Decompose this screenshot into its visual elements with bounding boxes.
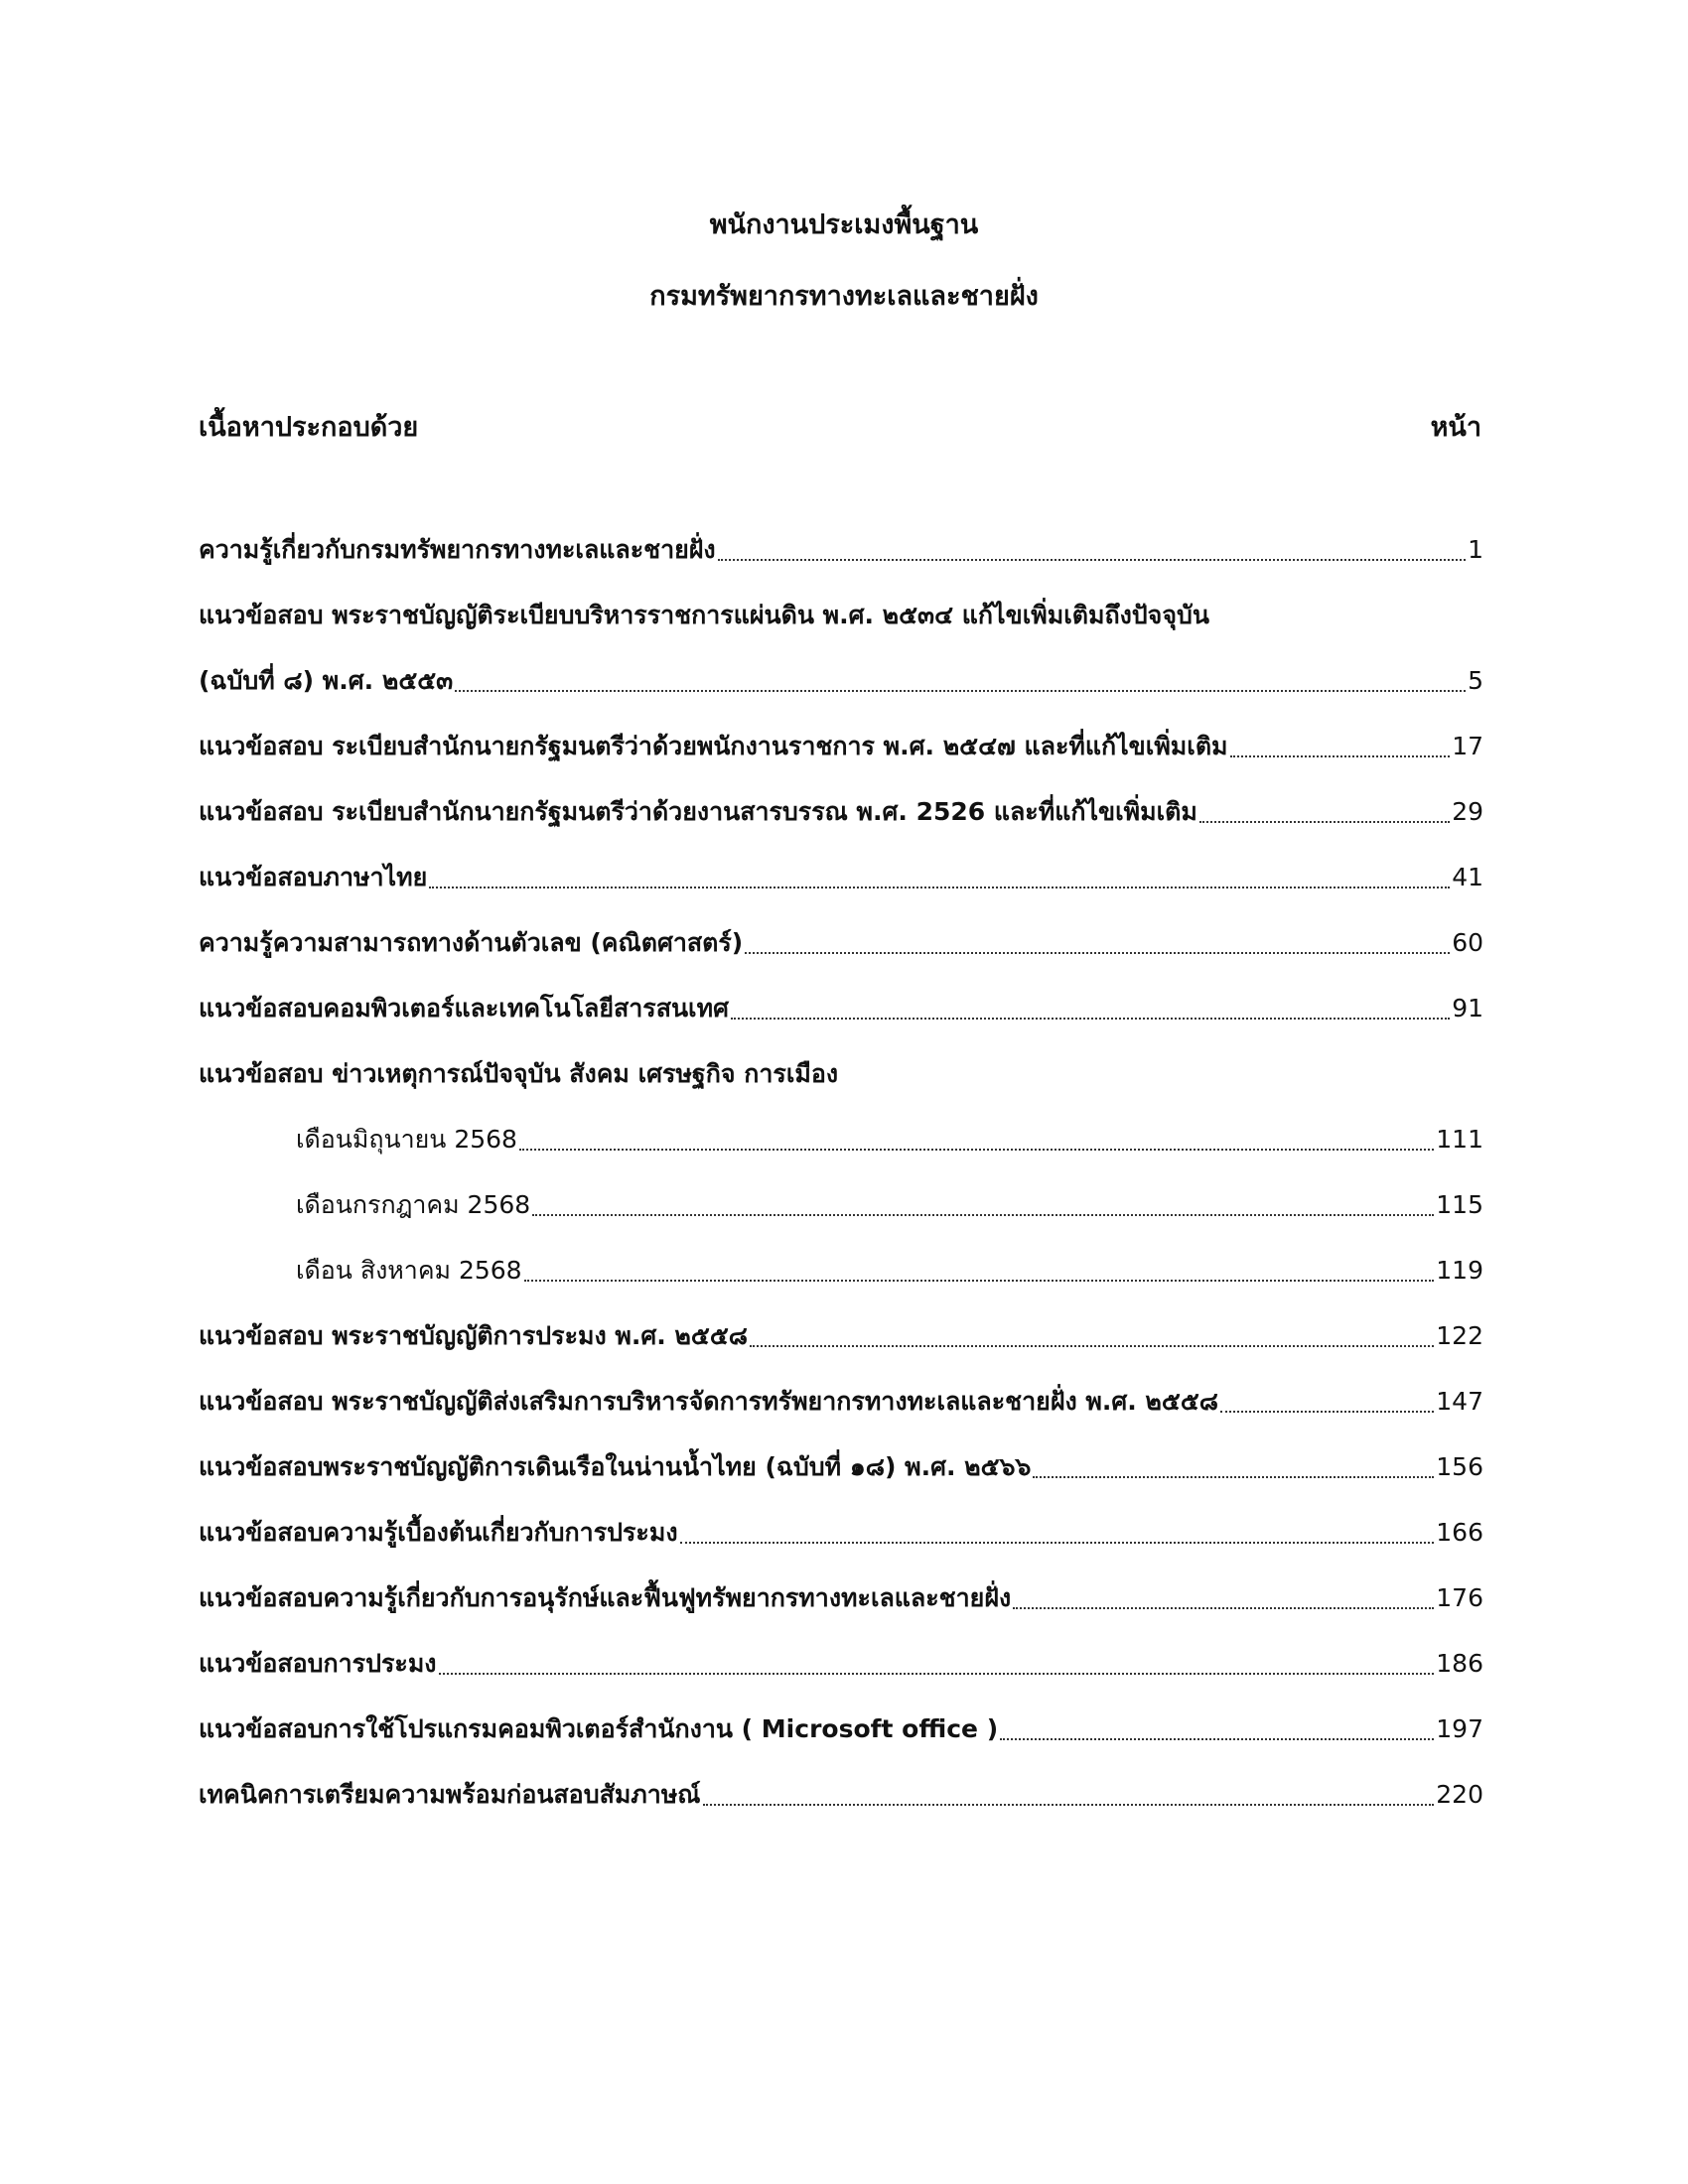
toc-header-page: หน้า — [1430, 412, 1481, 443]
toc-leader-dots — [519, 1149, 1434, 1151]
toc-entry-page: 166 — [1436, 1518, 1483, 1547]
toc-entry-page: 122 — [1436, 1321, 1483, 1350]
toc-leader-dots — [718, 559, 1466, 561]
toc-leader-dots — [703, 1804, 1435, 1806]
toc-leader-dots — [680, 1542, 1435, 1544]
toc-entry-label: ความรู้เกี่ยวกับกรมทรัพยากรทางทะเลและชายฝั่ง — [199, 535, 716, 564]
toc-entry-label: ความรู้ความสามารถทางด้านตัวเลข (คณิตศาสตร์) — [199, 928, 744, 957]
toc-entry — [199, 1513, 1483, 1553]
toc-leader-dots — [1033, 1476, 1434, 1478]
toc-entry-label: แนวข้อสอบการประมง — [199, 1649, 437, 1678]
toc-entry-label: (ฉบับที่ ๘) พ.ศ. ๒๕๕๓ — [199, 666, 454, 695]
toc-leader-dots — [439, 1673, 1435, 1675]
toc-entry-label: แนวข้อสอบ ข่าวเหตุการณ์ปัจจุบัน สังคม เศรษฐกิจ การเมือง — [199, 1059, 839, 1088]
toc-entry-page: 5 — [1468, 666, 1483, 695]
toc-leader-dots — [750, 1345, 1434, 1347]
toc-entry-page: 91 — [1452, 994, 1483, 1023]
toc-entry — [199, 1316, 1483, 1356]
toc-entry-page: 115 — [1436, 1190, 1483, 1219]
toc-entry — [199, 858, 1483, 897]
toc-entry-label: เทคนิคการเตรียมความพร้อมก่อนสอบสัมภาษณ์ — [199, 1780, 701, 1809]
toc-entry-page: 111 — [1436, 1125, 1483, 1154]
toc-entry-label: แนวข้อสอบภาษาไทย — [199, 863, 428, 891]
toc-entry-label: แนวข้อสอบ พระราชบัญญัติการประมง พ.ศ. ๒๕๕๘ — [199, 1321, 749, 1350]
toc-entry — [199, 596, 1483, 635]
toc-entry — [199, 1644, 1483, 1684]
toc-entry — [199, 1775, 1483, 1815]
toc-sub-entry — [199, 1120, 1483, 1160]
toc-leader-dots — [429, 887, 1450, 888]
document-subtitle: กรมทรัพยากรทางทะเลและชายฝั่ง — [649, 281, 1039, 312]
toc-entry-label: แนวข้อสอบความรู้เกี่ยวกับการอนุรักษ์และฟื้นฟูทรัพยากรทางทะเลและชายฝั่ง — [199, 1583, 1012, 1612]
toc-entry-page: 17 — [1452, 732, 1483, 760]
toc-entry-label: เดือน สิงหาคม 2568 — [296, 1256, 522, 1285]
toc-entry — [199, 661, 1483, 701]
toc-entry-page: 186 — [1436, 1649, 1483, 1678]
toc-entry-page: 60 — [1452, 928, 1483, 957]
toc-entry-label: แนวข้อสอบ ระเบียบสำนักนายกรัฐมนตรีว่าด้วยงานสารบรรณ พ.ศ. 2526 และที่แก้ไขเพิ่มเติม — [199, 797, 1197, 826]
toc-entry-page: 147 — [1436, 1387, 1483, 1416]
toc-entry — [199, 727, 1483, 766]
toc-entry-page: 29 — [1452, 797, 1483, 826]
toc-leader-dots — [1199, 821, 1450, 823]
toc-leader-dots — [455, 690, 1466, 692]
toc-entry-label: แนวข้อสอบ ระเบียบสำนักนายกรัฐมนตรีว่าด้วยพนักงานราชการ พ.ศ. ๒๕๔๗ และที่แก้ไขเพิ่มเติม — [199, 732, 1228, 760]
document-title: พนักงานประเมงพื้นฐาน — [709, 209, 979, 240]
toc-entry — [199, 792, 1483, 832]
toc-entry — [199, 530, 1483, 570]
toc-leader-dots — [731, 1018, 1450, 1020]
toc-entry — [199, 1447, 1483, 1487]
toc-entry-label: แนวข้อสอบคอมพิวเตอร์และเทคโนโลยีสารสนเทศ — [199, 994, 729, 1023]
toc-entry — [199, 1578, 1483, 1618]
toc-sub-entry — [199, 1251, 1483, 1291]
toc-leader-dots — [1230, 755, 1451, 757]
toc-header — [199, 405, 1481, 448]
toc-entry-label: แนวข้อสอบ พระราชบัญญัติระเบียบบริหารราชการแผ่นดิน พ.ศ. ๒๕๓๔ แก้ไขเพิ่มเติมถึงปัจจุบัน — [199, 601, 1209, 629]
toc-entry-label: แนวข้อสอบพระราชบัญญัติการเดินเรือในน่านน้ำไทย (ฉบับที่ ๑๘) พ.ศ. ๒๕๖๖ — [199, 1452, 1032, 1481]
toc-leader-dots — [532, 1214, 1434, 1216]
toc-entry-page: 176 — [1436, 1583, 1483, 1612]
toc-entry-page: 220 — [1436, 1780, 1483, 1809]
toc-leader-dots — [1013, 1607, 1434, 1609]
toc-entry — [199, 1054, 1483, 1094]
toc-entry-label: แนวข้อสอบ พระราชบัญญัติส่งเสริมการบริหารจัดการทรัพยากรทางทะเลและชายฝั่ง พ.ศ. ๒๕๕๘ — [199, 1387, 1219, 1416]
toc-header-contents: เนื้อหาประกอบด้วย — [199, 412, 419, 443]
toc-entry — [199, 923, 1483, 963]
toc-leader-dots — [745, 952, 1450, 954]
toc-entry-label: เดือนมิถุนายน 2568 — [296, 1125, 517, 1154]
toc-sub-entry — [199, 1185, 1483, 1225]
toc-entry — [199, 1382, 1483, 1422]
toc-leader-dots — [1000, 1738, 1434, 1740]
toc-entry-page: 156 — [1436, 1452, 1483, 1481]
toc-leader-dots — [524, 1280, 1435, 1282]
toc-entry-label: เดือนกรกฎาคม 2568 — [296, 1190, 531, 1219]
toc-entry-page: 119 — [1436, 1256, 1483, 1285]
toc-entry — [199, 1709, 1483, 1749]
toc-entry-page: 197 — [1436, 1714, 1483, 1743]
toc-entry-label: แนวข้อสอบความรู้เบื้องต้นเกี่ยวกับการประมง — [199, 1518, 678, 1547]
toc-entry-page: 1 — [1468, 535, 1483, 564]
toc-entry-label: แนวข้อสอบการใช้โปรแกรมคอมพิวเตอร์สำนักงาน ( Microsoft office ) — [199, 1714, 999, 1743]
toc-leader-dots — [1220, 1411, 1434, 1413]
toc-entry — [199, 989, 1483, 1028]
toc-entry-page: 41 — [1452, 863, 1483, 891]
